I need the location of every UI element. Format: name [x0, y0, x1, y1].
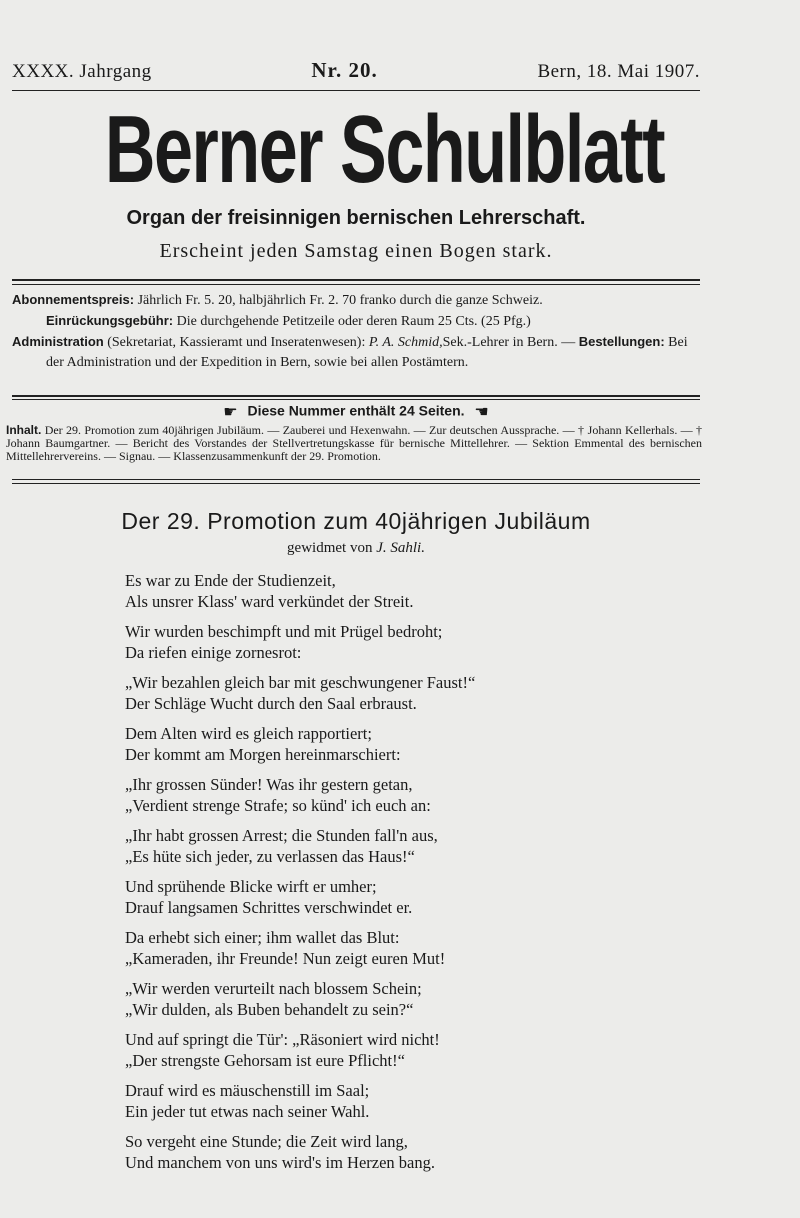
pointing-hand-right-icon: ☛ [223, 404, 238, 421]
rule-contents-bottom-2 [12, 483, 700, 484]
page-count-notice [12, 402, 700, 422]
publication-schedule: Erscheint jeden Samstag einen Bogen stark. [159, 240, 553, 262]
abo-text: Jährlich Fr. 5. 20, halbjährlich Fr. 2. 70 franko durch die ganze Schweiz. [137, 293, 543, 308]
poem-stanza [125, 927, 685, 969]
poem-stanza [125, 621, 685, 663]
administration-name: P. A. Schmid, [368, 335, 443, 350]
poem-line: „Verdient strenge Strafe; so künd' ich euch an: [125, 796, 431, 815]
poem-line: „Wir bezahlen gleich bar mit geschwungener Faust!“ [125, 673, 476, 692]
poem-line: „Wir dulden, als Buben behandelt zu sein?“ [125, 1000, 414, 1019]
rule-notice-top [12, 395, 700, 397]
poem-stanza [125, 876, 685, 918]
page-count-text: Diese Nummer enthält 24 Seiten. [247, 402, 465, 419]
table-of-contents [6, 424, 702, 463]
dedication-prefix: gewidmet von [287, 540, 373, 556]
poem-line: Der kommt am Morgen hereinmarschiert: [125, 745, 401, 764]
poem-stanza [125, 1131, 685, 1173]
poem-line: „Wir werden verurteilt nach blossem Schein; [125, 979, 422, 998]
poem-line: „Kameraden, ihr Freunde! Nun zeigt euren Mut! [125, 949, 446, 968]
poem-stanza [125, 825, 685, 867]
einrueckung-label: Einrückungsgebühr: [46, 313, 174, 328]
pointing-hand-left-icon: ☚ [474, 404, 489, 421]
poem-stanza [125, 978, 685, 1020]
rule-info-top-2 [12, 284, 700, 285]
header-line [12, 58, 700, 83]
poem-line: „Ihr grossen Sünder! Was ihr gestern getan, [125, 775, 413, 794]
poem-line: Drauf wird es mäuschenstill im Saal; [125, 1081, 370, 1100]
administration-label: Administration [12, 334, 104, 349]
rule-contents-bottom [12, 479, 700, 480]
administration-text-2: Sek.-Lehrer in Bern. — [442, 335, 576, 350]
volume-label: XXXX. Jahrgang [12, 61, 152, 82]
inhalt-label: Inhalt. [6, 423, 42, 437]
poem-line: Und sprühende Blicke wirft er umher; [125, 877, 377, 896]
poem-line: Drauf langsamen Schrittes verschwindet er. [125, 898, 413, 917]
poem-line: Es war zu Ende der Studienzeit, [125, 571, 336, 590]
poem-line: Da erhebt sich einer; ihm wallet das Blut: [125, 928, 400, 947]
poem-line: Ein jeder tut etwas nach seiner Wahl. [125, 1102, 370, 1121]
poem-title: Der 29. Promotion zum 40jährigen Jubiläum [121, 508, 591, 534]
subscription-info [12, 290, 702, 373]
masthead-title: Berner Schulblatt [104, 96, 665, 203]
poem-body [125, 570, 685, 1182]
poem-stanza [125, 774, 685, 816]
rule-info-top [12, 279, 700, 281]
poem-line: Und manchem von uns wird's im Herzen bang. [125, 1153, 435, 1172]
poem-stanza [125, 672, 685, 714]
bestellungen-text: Bei der Administration und der Expedition in Bern, sowie bei allen Postämtern. [46, 335, 688, 370]
poem-line: Der Schläge Wucht durch den Saal erbraust. [125, 694, 417, 713]
poem-line: „Es hüte sich jeder, zu verlassen das Haus!“ [125, 847, 415, 866]
masthead-subtitle: Organ der freisinnigen bernischen Lehrerschaft. [126, 207, 586, 229]
bestellungen-label: Bestellungen: [578, 334, 665, 349]
poem-stanza [125, 1029, 685, 1071]
inhalt-text: Der 29. Promotion zum 40jährigen Jubiläum. — Zauberei und Hexenwahn. — Zur deutschen Aussprache. — † Johann Kellerhals. — † Johann Baumgartner. — Bericht des Vorstandes der Stellvertretungskasse für bernische Mittellehrer. — Sektion Emmental des bernischen Mittellehrervereins. — Signau. — Klassenzusammenkunft der 29. Promotion. [6, 423, 702, 463]
poem-dedication [12, 540, 700, 557]
poem-line: So vergeht eine Stunde; die Zeit wird lang, [125, 1132, 408, 1151]
poem-author: J. Sahli. [376, 540, 425, 556]
rule-notice-top-2 [12, 399, 700, 400]
administration-text: (Sekretariat, Kassieramt und Inseratenwesen): [107, 335, 366, 350]
poem-stanza [125, 1080, 685, 1122]
poem-line: Wir wurden beschimpft und mit Prügel bedroht; [125, 622, 443, 641]
poem-line: Und auf springt die Tür': „Räsoniert wird nicht! [125, 1030, 440, 1049]
place-date: Bern, 18. Mai 1907. [537, 61, 700, 82]
poem-line: Dem Alten wird es gleich rapportiert; [125, 724, 372, 743]
poem-line: Da riefen einige zornesrot: [125, 643, 302, 662]
poem-line: „Der strengste Gehorsam ist eure Pflicht!“ [125, 1051, 405, 1070]
poem-line: Als unsrer Klass' ward verkündet der Streit. [125, 592, 414, 611]
poem-stanza [125, 570, 685, 612]
header-rule [12, 90, 700, 91]
poem-stanza [125, 723, 685, 765]
einrueckung-text: Die durchgehende Petitzeile oder deren Raum 25 Cts. (25 Pfg.) [176, 314, 531, 329]
poem-line: „Ihr habt grossen Arrest; die Stunden fall'n aus, [125, 826, 438, 845]
issue-number: Nr. 20. [311, 58, 378, 82]
abo-label: Abonnementspreis: [12, 292, 135, 307]
